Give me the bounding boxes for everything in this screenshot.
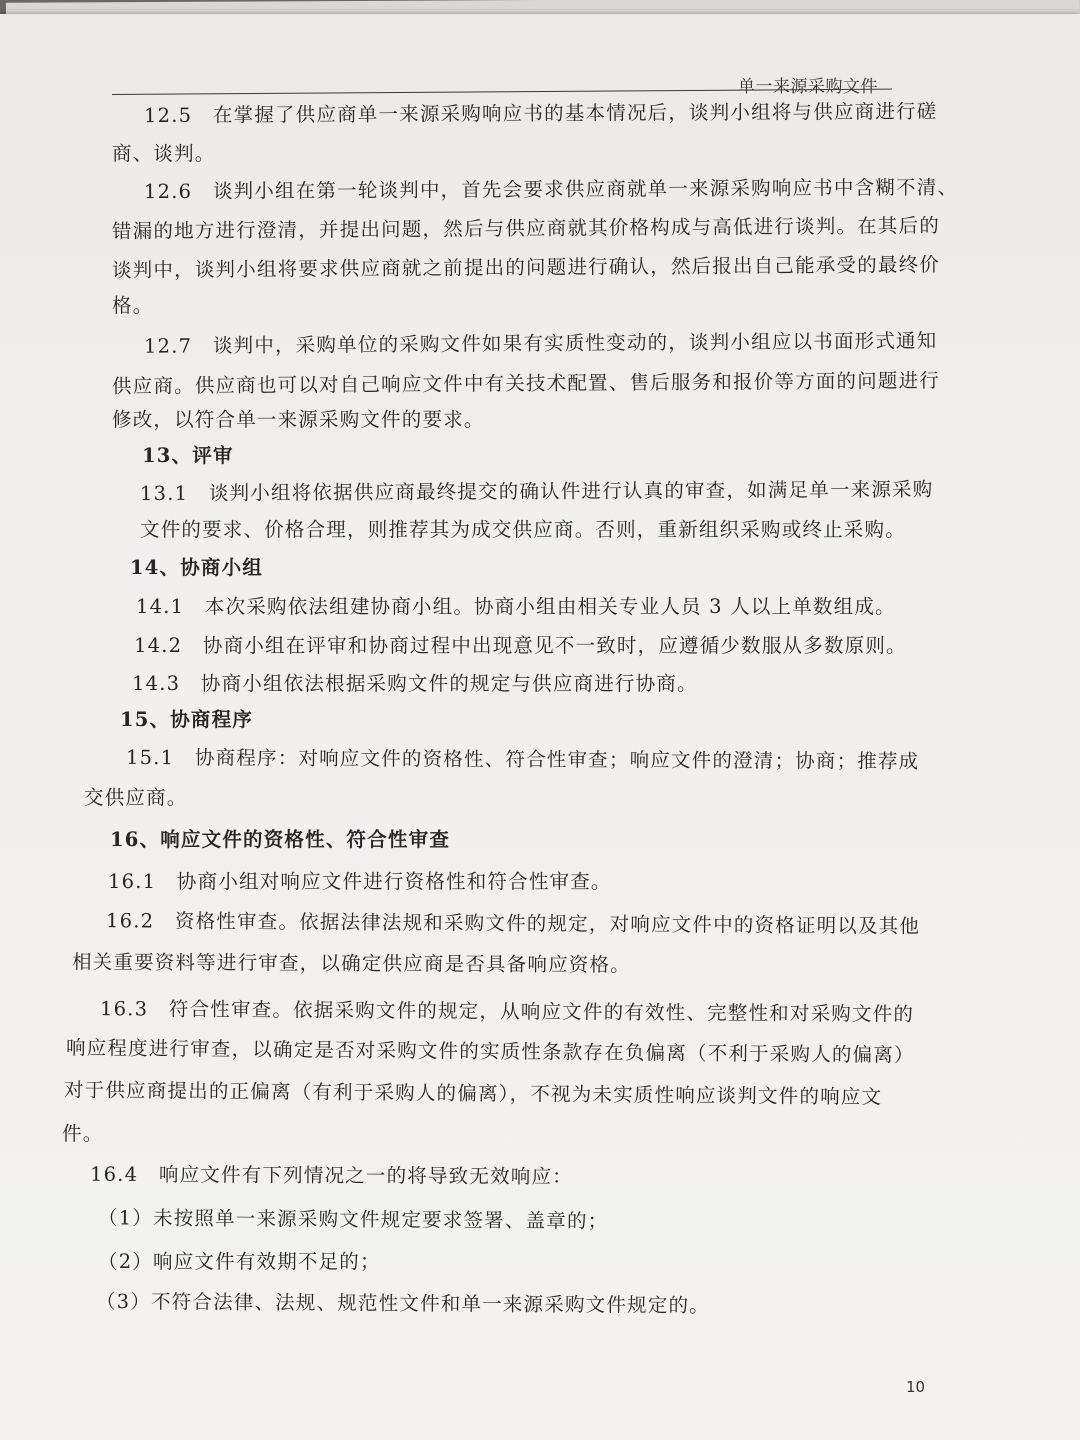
text-line: 件。 <box>62 1122 104 1145</box>
text-line: 文件的要求、价格合理，则推荐其为成交供应商。否则，重新组织采购或终止采购。 <box>140 518 906 541</box>
text-line: 15.1 协商程序：对响应文件的资格性、符合性审查；响应文件的澄清；协商；推荐成 <box>125 745 920 774</box>
text-line: 13.1 谈判小组将依据供应商最终提交的确认件进行认真的审查，如满足单一来源采购 <box>139 477 934 506</box>
text-line: 14.1 本次采购依法组建协商小组。协商小组由相关专业人员 3 人以上单数组成。 <box>136 595 896 618</box>
section-heading: 15、协商程序 <box>120 708 254 731</box>
page-number: 10 <box>906 1378 926 1396</box>
text-line: 12.5 在掌握了供应商单一来源采购响应书的基本情况后，谈判小组将与供应商进行磋 <box>143 99 938 128</box>
text-line: 响应程度进行审查，以确定是否对采购文件的实质性条款存在负偏离（不利于采购人的偏离） <box>65 1036 915 1067</box>
text-line: 错漏的地方进行澄清，并提出问题，然后与供应商就其价格构成与高低进行谈判。在其后的 <box>111 214 941 243</box>
list-item: （3）不符合法律、法规、规范性文件和单一来源采购文件规定的。 <box>95 1289 710 1318</box>
text-line: 14.3 协商小组依法根据采购文件的规定与供应商进行协商。 <box>132 672 698 695</box>
list-item: （2）响应文件有效期不足的； <box>98 1250 381 1273</box>
text-line: 12.7 谈判中，采购单位的采购文件如果有实质性变动的，谈判小组应以书面形式通知 <box>143 329 938 358</box>
text-line: 16.2 资格性审查。依据法律法规和采购文件的规定，对响应文件中的资格证明以及其他 <box>105 909 921 938</box>
text-line: 谈判中，谈判小组将要求供应商就之前提出的问题进行确认，然后报出自己能承受的最终价 <box>111 253 941 282</box>
section-heading: 16、响应文件的资格性、符合性审查 <box>110 828 451 851</box>
text-line: 相关重要资料等进行审查，以确定供应商是否具备响应资格。 <box>71 950 631 977</box>
document-page <box>0 14 1080 1440</box>
text-line: 格。 <box>112 294 154 317</box>
text-line: 16.1 协商小组对响应文件进行资格性和符合性审查。 <box>108 870 612 893</box>
text-line: 商、谈判。 <box>112 142 216 165</box>
text-line: 16.3 符合性审查。依据采购文件的规定，从响应文件的有效性、完整性和对采购文件的 <box>99 997 915 1026</box>
text-line: 14.2 协商小组在评审和协商过程中出现意见不一致时，应遵循少数服从多数原则。 <box>134 634 907 657</box>
text-line: 交供应商。 <box>84 786 188 809</box>
header-title: 单一来源采购文件 <box>738 77 878 97</box>
text-line: 12.6 谈判小组在第一轮谈判中，首先会要求供应商就单一来源采购响应书中含糊不清、 <box>143 175 959 204</box>
text-line: 修改，以符合单一来源采购文件的要求。 <box>112 408 485 431</box>
section-heading: 13、评审 <box>142 444 234 467</box>
section-heading: 14、协商小组 <box>130 556 264 579</box>
text-line: 供应商。供应商也可以对自己响应文件中有关技术配置、售后服务和报价等方面的问题进行 <box>111 369 941 398</box>
list-item: （1）未按照单一来源采购文件规定要求签署、盖章的； <box>97 1206 609 1233</box>
text-line: 对于供应商提出的正偏离（有利于采购人的偏离），不视为未实质性响应谈判文件的响应文 <box>63 1078 883 1109</box>
text-line: 16.4 响应文件有下列情况之一的将导致无效响应： <box>89 1162 573 1189</box>
